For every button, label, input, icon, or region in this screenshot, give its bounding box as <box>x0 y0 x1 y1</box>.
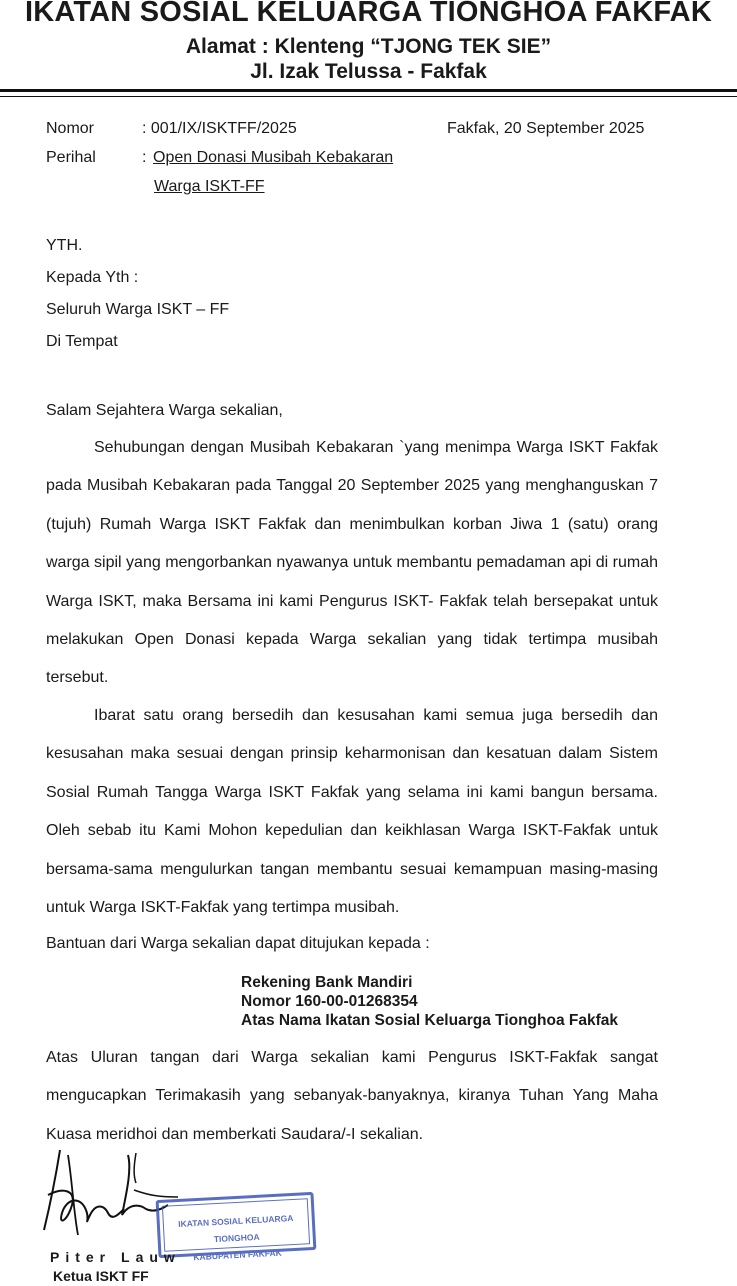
perihal-value-line2: Warga ISKT-FF <box>154 178 265 195</box>
signatory-name: Piter Lauw <box>50 1249 181 1265</box>
recipient-yth: YTH. <box>46 237 83 254</box>
paragraph-1: Sehubungan dengan Musibah Kebakaran `yang menimpa Warga ISKT Fakfak pada Musibah Kebakaran pada Tanggal 20 September 2025 yang menghanguskan 7 (tujuh) Rumah Warga ISKT Fakfak dan menimbulkan korban Jiwa 1 (satu) orang warga sipil yang mengorbankan nyawanya untuk membantu pemadaman api di rumah Warga ISKT, maka Bersama ini kami Pengurus ISKT- Fakfak telah bersepakat untuk melakukan Open Donasi kepada Warga sekalian yang tidak tertimpa musibah tersebut. <box>46 439 658 687</box>
perihal-label: Perihal <box>46 149 96 166</box>
stamp-line2: KABUPATEN FAKFAK <box>193 1247 283 1263</box>
closing-paragraph: Atas Uluran tangan dari Warga sekalian kami Pengurus ISKT-Fakfak sangat mengucapkan Terimakasih yang sebanyak-banyaknya, kiranya Tuhan Yang Maha Kuasa meridhoi dan memberkati Saudara/-I sekalian. <box>46 1049 658 1143</box>
perihal-value-line1: Open Donasi Musibah Kebakaran <box>153 149 394 166</box>
nomor-value: : 001/IX/ISKTFF/2025 <box>142 120 297 137</box>
nomor-label: Nomor <box>46 120 95 137</box>
signatory-title: Ketua ISKT FF <box>53 1268 149 1284</box>
bank-account-holder: Atas Nama Ikatan Sosial Keluarga Tionghoa Fakfak <box>241 1012 619 1029</box>
letterhead-rule-thick <box>0 89 737 92</box>
recipient-to: Seluruh Warga ISKT – FF <box>46 301 230 318</box>
greeting: Salam Sejahtera Warga sekalian, <box>46 402 283 419</box>
perihal-colon: : <box>142 149 147 166</box>
place-date: Fakfak, 20 September 2025 <box>447 120 645 137</box>
bank-name: Rekening Bank Mandiri <box>241 974 413 991</box>
recipient-kepada: Kepada Yth : <box>46 269 139 286</box>
paragraph-2: Ibarat satu orang bersedih dan kesusahan kami semua juga bersedih dan kesusahan maka sesuai dengan prinsip keharmonisan dan kesatuan dalam Sistem Sosial Rumah Tangga Warga ISKT Fakfak yang selama ini kami bangun bersama. Oleh sebab itu Kami Mohon kepedulian dan keikhlasan Warga ISKT-Fakfak untuk bersama-sama mengulurkan tangan membantu sesuai kemampuan masing-masing untuk Warga ISKT-Fakfak yang tertimpa musibah. <box>46 707 658 917</box>
bantuan-line: Bantuan dari Warga sekalian dapat ditujukan kepada : <box>46 935 430 952</box>
letterhead-address-line2: Jl. Izak Telussa - Fakfak <box>250 60 487 83</box>
letterhead-address-line1: Alamat : Klenteng “TJONG TEK SIE” <box>185 35 552 58</box>
bank-account-number: Nomor 160-00-01268354 <box>241 993 418 1010</box>
recipient-place: Di Tempat <box>46 333 118 350</box>
letterhead-org-name: IKATAN SOSIAL KELUARGA TIONGHOA FAKFAK <box>25 0 712 28</box>
letterhead-rule-thin <box>0 96 737 97</box>
stamp-line1: IKATAN SOSIAL KELUARGA TIONGHOA <box>177 1212 294 1245</box>
